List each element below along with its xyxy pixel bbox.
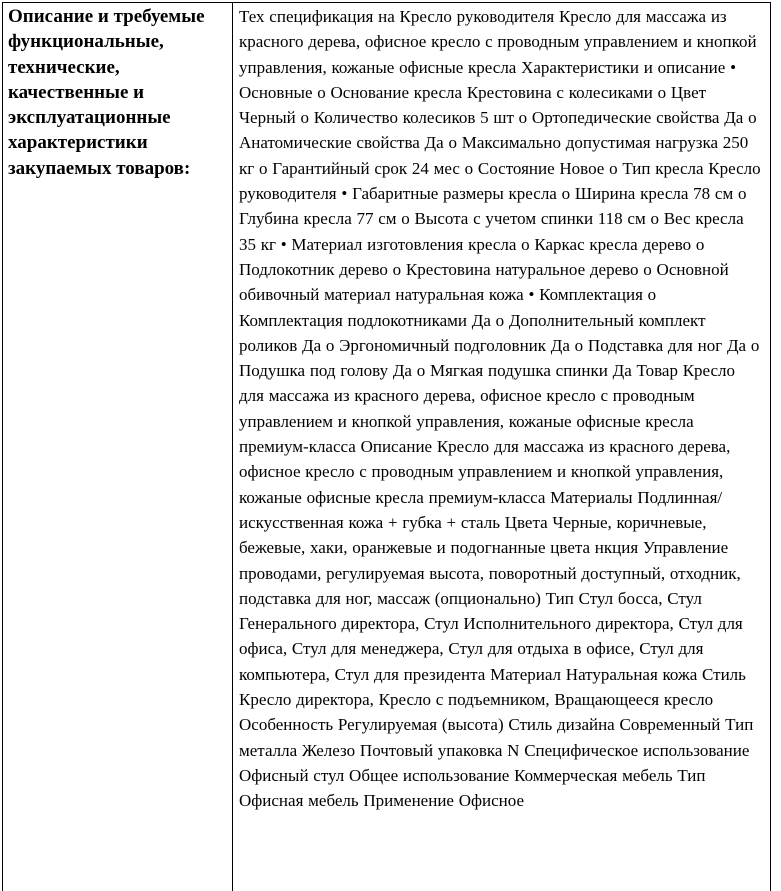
row-header-label: Описание и требуемые функциональные, технические, качественные и эксплуатационные характеристики закупаемых товаров: [3, 3, 233, 891]
table-row [3, 3, 771, 891]
row-specification-text: Тех спецификация на Кресло руководителя Кресло для массажа из красного дерева, офисное кресло с проводным управлением и кнопкой управления, кожаные офисные кресла Характеристики и описание • Основные о Основание кресла Крестовина с колесиками о Цвет Черный о Количество колесиков 5 шт о Ортопедические свойства Да о Анатомические свойства Да о Максимально допустимая нагрузка 250 кг о Гарантийный срок 24 мес о Состояние Новое о Тип кресла Кресло руководителя • Габаритные размеры кресла о Ширина кресла 78 см о Глубина кресла 77 см о Высота с учетом спинки 118 см о Вес кресла 35 кг • Материал изготовления кресла о Каркас кресла дерево о Подлокотник дерево о Крестовина натуральное дерево о Основной обивочный материал натуральная кожа • Комплектация о Комплектация подлокотниками Да о Дополнительный комплект роликов Да о Эргономичный подголовник Да о Подставка для ног Да о Подушка под голову Да о Мягкая подушка спинки Да Товар Кресло для массажа из красного дерева, офисное кресло с проводным управлением и кнопкой управления, кожаные офисные кресла премиум-класса Описание Кресло для массажа из красного дерева, офисное кресло с проводным управлением и кнопкой управления, кожаные офисные кресла премиум-класса Материалы Подлинная/искусственная кожа + губка + сталь Цвета Черные, коричневые, бежевые, хаки, оранжевые и подогнанные цвета нкция Управление проводами, регулируемая высота, поворотный доступный, отходник, подставка для ног, массаж (опционально) Тип Стул босса, Стул Генерального директора, Стул Исполнительного директора, Стул для офиса, Стул для менеджера, Стул для отдыха в офисе, Стул для компьютера, Стул для президента Материал Натуральная кожа Стиль Кресло директора, Кресло с подъемником, Вращающееся кресло Особенность Регулируемая (высота) Стиль дизайна Современный Тип металла Железо Почтовый упаковка N Специфическое использование Офисный стул Общее использование Коммерческая мебель Тип Офисная мебель Применение Офисное [233, 3, 771, 891]
spec-table-body [3, 3, 771, 891]
document-page [0, 2, 781, 891]
spec-table [2, 2, 771, 891]
